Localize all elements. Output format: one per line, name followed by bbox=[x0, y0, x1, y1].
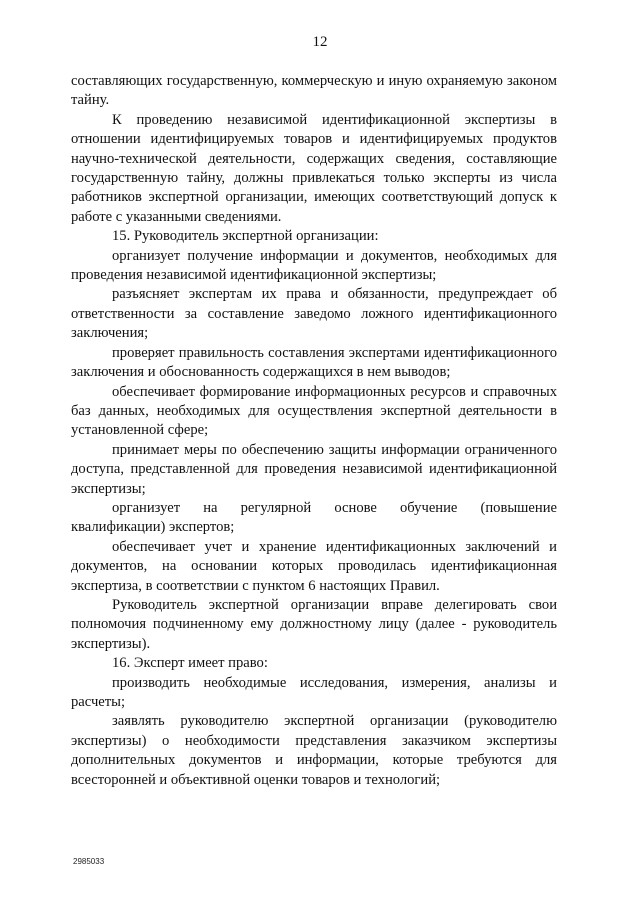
duty-protect-information: принимает меры по обеспечению защиты информации ограниченного доступа, представленной для проведения независимой идентификационной экспертизы; bbox=[71, 441, 557, 497]
document-body bbox=[71, 72, 557, 790]
page-number: 12 bbox=[312, 34, 328, 50]
section-16-heading: 16. Эксперт имеет право: bbox=[112, 655, 268, 672]
duty-training: организует на регулярной основе обучение (повышение квалификации) экспертов; bbox=[71, 499, 557, 536]
paragraph-continuation: составляющих государственную, коммерческую и иную охраняемую законом тайну. bbox=[71, 73, 557, 109]
right-request-documents: заявлять руководителю экспертной организации (руководителю экспертизы) о необходимости представления заказчиком экспертизы дополнительных документов и информации, которые требуются для всесторонней и объективной оценки товаров и технологий; bbox=[71, 713, 557, 788]
document-code: 2985033 bbox=[73, 857, 105, 866]
duty-organize-information: организует получение информации и документов, необходимых для проведения независимой идентификационной экспертизы; bbox=[71, 247, 557, 284]
section-15-heading: 15. Руководитель экспертной организации: bbox=[112, 228, 379, 245]
duty-check-conclusion: проверяет правильность составления экспертами идентификационного заключения и обоснованность содержащихся в нем выводов; bbox=[71, 344, 557, 381]
duty-explain-rights: разъясняет экспертам их права и обязанности, предупреждает об ответственности за составление заведомо ложного идентификационного заключения; bbox=[71, 286, 557, 342]
duty-record-keeping: обеспечивает учет и хранение идентификационных заключений и документов, на основании которых проводилась идентификационная экспертиза, в соответствии с пунктом 6 настоящих Правил. bbox=[71, 538, 557, 594]
paragraph-state-secret-experts: К проведению независимой идентификационной экспертизы в отношении идентифицируемых товаров и идентифицируемых продуктов научно-технической деятельности, содержащих сведения, составляющие государственную тайну, должны привлекаться только эксперты из числа работников экспертной организации, имеющих соответствующий допуск к работе с указанными сведениями. bbox=[71, 111, 557, 225]
duty-information-resources: обеспечивает формирование информационных ресурсов и справочных баз данных, необходимых для осуществления экспертной деятельности в установленной сфере; bbox=[71, 383, 557, 439]
right-research: производить необходимые исследования, измерения, анализы и расчеты; bbox=[71, 674, 557, 710]
paragraph-delegation: Руководитель экспертной организации вправе делегировать свои полномочия подчиненному ему должностному лицу (далее - руководитель экспертизы). bbox=[71, 596, 557, 652]
